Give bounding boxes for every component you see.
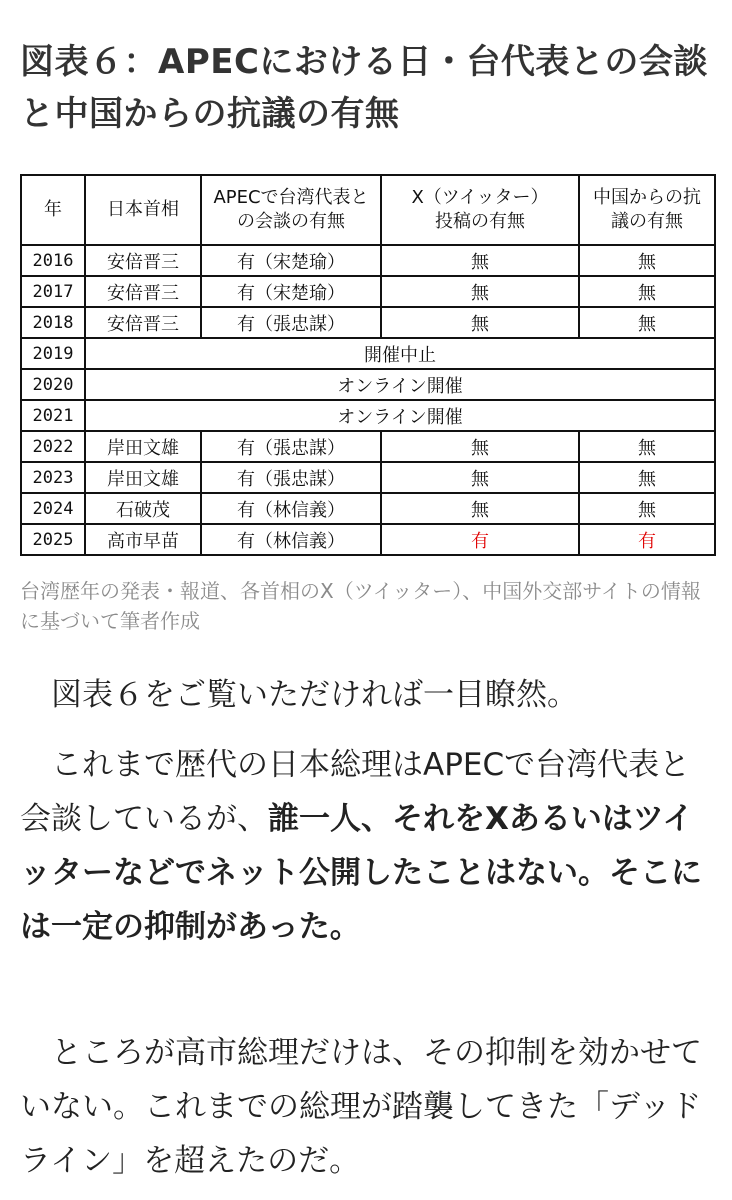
cell-meeting: 有（張忠謀）: [201, 307, 381, 338]
cell-year: 2021: [21, 400, 85, 431]
cell-year: 2018: [21, 307, 85, 338]
cell-protest: 無: [579, 276, 715, 307]
header-line: 中国からの抗: [593, 187, 701, 208]
cell-meeting: 有（林信義）: [201, 493, 381, 524]
header-prime-minister: [85, 175, 201, 245]
cell-pm: 安倍晋三: [85, 276, 201, 307]
paragraph-1-text: 図表６をご覧いただければ一目瞭然。: [51, 677, 578, 713]
cell-x-post: 無: [381, 493, 579, 524]
cell-pm: 岸田文雄: [85, 462, 201, 493]
cell-x-post: 無: [381, 276, 579, 307]
header-line: X（ツイッター）: [411, 187, 549, 208]
header-meeting: [201, 175, 381, 245]
table-row: [21, 369, 715, 400]
cell-note: オンライン開催: [85, 369, 715, 400]
table-row: [21, 338, 715, 369]
header-x-post: [381, 175, 579, 245]
cell-meeting: 有（宋楚瑜）: [201, 276, 381, 307]
table-row: [21, 462, 715, 493]
cell-pm: 岸田文雄: [85, 431, 201, 462]
cell-meeting: 有（張忠謀）: [201, 431, 381, 462]
cell-year: 2016: [21, 245, 85, 276]
cell-protest: 無: [579, 462, 715, 493]
paragraph-2-bold-text: 誰一人、それをXあるいはツイッターなどでネット公開したことはない。そこには一定の抑制があった。: [20, 801, 702, 945]
cell-meeting: 有（張忠謀）: [201, 462, 381, 493]
cell-note: オンライン開催: [85, 400, 715, 431]
table-row: [21, 493, 715, 524]
table-row-highlight: [21, 524, 715, 555]
cell-pm: 高市早苗: [85, 524, 201, 555]
cell-year: 2017: [21, 276, 85, 307]
cell-x-post: 無: [381, 431, 579, 462]
cell-year: 2025: [21, 524, 85, 555]
cell-x-post: 無: [381, 245, 579, 276]
cell-meeting: 有（宋楚瑜）: [201, 245, 381, 276]
table-header-row: [21, 175, 715, 245]
cell-pm: 安倍晋三: [85, 307, 201, 338]
cell-pm: 石破茂: [85, 493, 201, 524]
table-row: [21, 276, 715, 307]
cell-x-post-highlight: 有: [381, 524, 579, 555]
cell-protest: 無: [579, 245, 715, 276]
header-year: [21, 175, 85, 245]
paragraph-3: [20, 1026, 715, 1188]
table-row: [21, 307, 715, 338]
cell-protest: 無: [579, 431, 715, 462]
cell-x-post: 無: [381, 462, 579, 493]
cell-pm: 安倍晋三: [85, 245, 201, 276]
cell-year: 2019: [21, 338, 85, 369]
cell-x-post: 無: [381, 307, 579, 338]
header-line: 議の有無: [611, 211, 683, 232]
header-line: 日本首相: [107, 199, 179, 220]
header-line: の会談の有無: [237, 211, 345, 232]
cell-year: 2020: [21, 369, 85, 400]
header-protest: [579, 175, 715, 245]
table-row: [21, 431, 715, 462]
cell-protest: 無: [579, 493, 715, 524]
apec-table: [20, 174, 716, 556]
header-line: APECで台湾代表と: [213, 187, 369, 208]
table-row: [21, 400, 715, 431]
paragraph-1: [20, 668, 715, 722]
header-line: 年: [44, 199, 62, 220]
figure-title: 図表６：APECにおける日・台代表との会談と中国からの抗議の有無: [20, 42, 708, 134]
cell-protest-highlight: 有: [579, 524, 715, 555]
paragraph-2: [20, 738, 715, 954]
table-row: [21, 245, 715, 276]
cell-year: 2023: [21, 462, 85, 493]
figure-caption: 台湾歴年の発表・報道、各首相のX（ツイッター）、中国外交部サイトの情報に基づいて筆者作成: [20, 579, 701, 633]
cell-year: 2024: [21, 493, 85, 524]
cell-note: 開催中止: [85, 338, 715, 369]
paragraph-2-text: これまで歴代の日本総理はAPECで台湾代表と会談しているが、: [20, 747, 691, 837]
cell-meeting: 有（林信義）: [201, 524, 381, 555]
cell-year: 2022: [21, 431, 85, 462]
paragraph-3-text: ところが高市総理だけは、その抑制を効かせていない。これまでの総理が踏襲してきた「デッドライン」を超えたのだ。: [20, 1035, 702, 1179]
cell-protest: 無: [579, 307, 715, 338]
header-line: 投稿の有無: [435, 211, 525, 232]
